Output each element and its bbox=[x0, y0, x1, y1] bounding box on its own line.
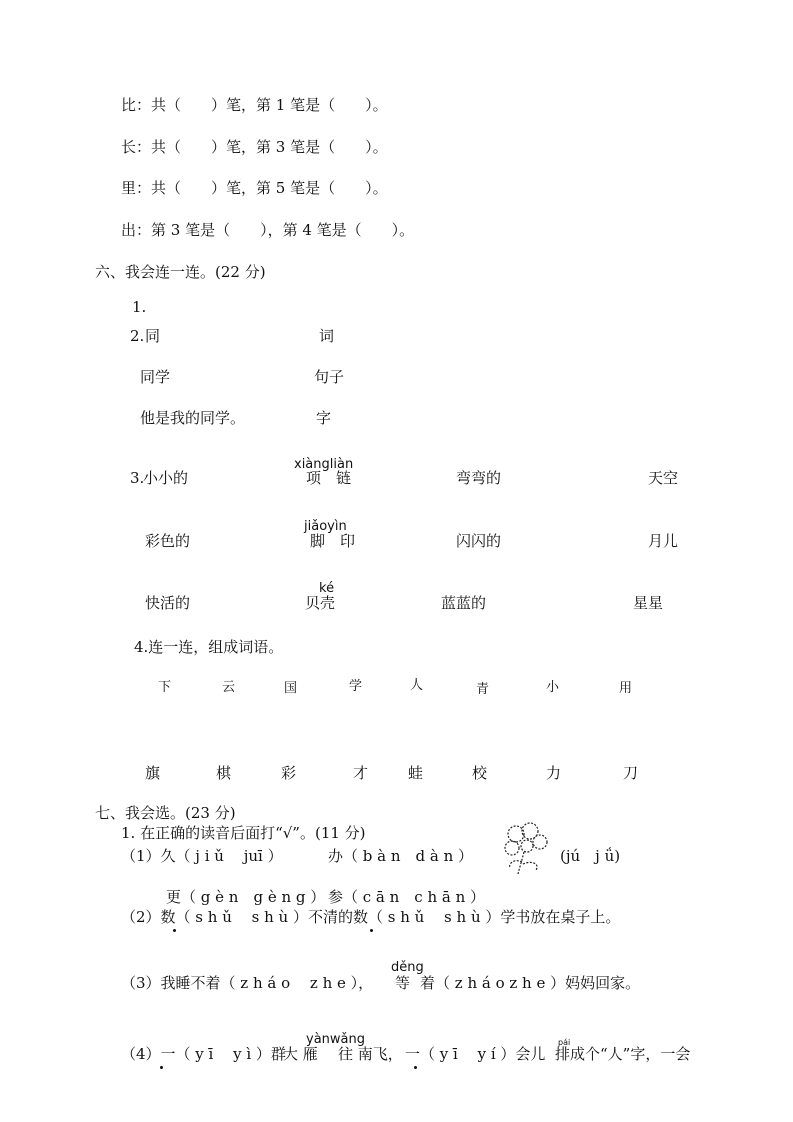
q4-top-char: 用 bbox=[619, 681, 633, 696]
reading-line1-a: （1）久（ j i ǔ juī ） bbox=[121, 847, 283, 865]
q3-col2-pinyin: ké bbox=[319, 581, 335, 596]
q3-col2-item: 脚 印 bbox=[310, 532, 356, 550]
q1-label: 1. bbox=[132, 298, 147, 316]
stroke-question-li: 里：共（ ）笔，第 5 笔是（ ）。 bbox=[121, 179, 388, 197]
q3-label: 3. bbox=[130, 469, 145, 487]
reading-line5-pinyin-small: pái bbox=[558, 1038, 571, 1047]
reading-line5-c: 往 南飞， bbox=[338, 1045, 403, 1063]
reading-line4-c: 着（ z h á o z h e ）妈妈回家。 bbox=[420, 974, 641, 992]
emphasis-dot bbox=[160, 1066, 163, 1069]
stroke-question-chang: 长：共（ ）笔，第 3 笔是（ ）。 bbox=[121, 138, 388, 156]
reading-line5-b: 大 雁 bbox=[283, 1045, 318, 1063]
q3-col1-item: 小小的 bbox=[143, 469, 189, 487]
q3-col4-item: 星星 bbox=[633, 594, 664, 612]
reading-line5-e: 排 bbox=[555, 1045, 571, 1063]
q4-bottom-char: 力 bbox=[546, 764, 562, 782]
q4-bottom-char: 旗 bbox=[145, 764, 161, 782]
q2-right-item: 句子 bbox=[314, 368, 345, 386]
stroke-question-chu: 出：第 3 笔是（ ），第 4 笔是（ ）。 bbox=[121, 221, 415, 239]
q4-bottom-char: 刀 bbox=[623, 764, 639, 782]
reading-line5-f: 成个“人”字，一会 bbox=[570, 1045, 691, 1063]
q2-label: 2. bbox=[130, 327, 145, 345]
q3-col2-item: 贝壳 bbox=[305, 594, 336, 612]
q4-top-char: 人 bbox=[410, 678, 424, 693]
reading-line5-a: （4）一（ y ī y ì ）群 bbox=[121, 1045, 286, 1063]
q4-top-char: 青 bbox=[476, 682, 490, 697]
q3-col2-pinyin: xiàngliàn bbox=[294, 457, 354, 472]
stroke-question-bi: 比：共（ ）笔，第 1 笔是（ ）。 bbox=[121, 96, 388, 114]
q3-col4-item: 月儿 bbox=[648, 532, 679, 550]
reading-line1-b: 办（ b à n d à n ） bbox=[328, 847, 474, 865]
emphasis-dot bbox=[370, 929, 373, 932]
q3-col2-pinyin: jiǎoyìn bbox=[304, 519, 347, 534]
reading-line3: （2）数（ s h ǔ s h ù ）不清的数（ s h ǔ s h ù ）学书放在桌子上。 bbox=[121, 908, 621, 926]
section7-heading: 七、我会选。(23 分) bbox=[95, 804, 236, 822]
q4-top-char: 云 bbox=[222, 680, 236, 695]
q3-col2-item: 项 链 bbox=[306, 469, 352, 487]
q4-bottom-char: 彩 bbox=[281, 764, 297, 782]
reading-line1-c: (jú j ǘ) bbox=[560, 847, 621, 865]
q4-top-char: 小 bbox=[546, 680, 560, 695]
q4-title: 4.连一连，组成词语。 bbox=[134, 638, 284, 656]
reading-line5-d: 一（ y ī y í ）会儿 bbox=[405, 1045, 546, 1063]
q3-col3-item: 闪闪的 bbox=[456, 532, 502, 550]
q3-col3-item: 蓝蓝的 bbox=[441, 594, 487, 612]
q4-top-char: 国 bbox=[284, 681, 298, 696]
q4-top-char: 下 bbox=[158, 680, 172, 695]
q2-left-item: 同学 bbox=[140, 368, 171, 386]
q3-col1-item: 彩色的 bbox=[145, 532, 191, 550]
emphasis-dot bbox=[173, 929, 176, 932]
reading-line2-a: 更（ g è n g è n g ） bbox=[166, 888, 326, 906]
section6-heading: 六、我会连一连。(22 分) bbox=[95, 263, 266, 281]
reading-line4-a: （3）我睡不着（ z h á o z h e ）， bbox=[121, 974, 374, 992]
q4-top-char: 学 bbox=[349, 679, 363, 694]
q3-col4-item: 天空 bbox=[648, 469, 679, 487]
reading-line4-pinyin: děng bbox=[391, 960, 424, 975]
q4-bottom-char: 蛙 bbox=[408, 764, 424, 782]
emphasis-dot bbox=[414, 1066, 417, 1069]
q2-left-item: 他是我的同学。 bbox=[140, 409, 246, 427]
reading-line2-b: 参（ c ā n c h ā n ） bbox=[328, 888, 486, 906]
flower-illustration-icon bbox=[500, 820, 552, 876]
reading-line4-b: 等 bbox=[395, 974, 411, 992]
q2-left-item: 同 bbox=[145, 327, 161, 345]
q2-right-item: 词 bbox=[319, 327, 335, 345]
q3-col1-item: 快活的 bbox=[145, 594, 191, 612]
q3-col3-item: 弯弯的 bbox=[456, 469, 502, 487]
section7-q1-title: 1. 在正确的读音后面打“√”。(11 分) bbox=[121, 824, 366, 842]
q4-bottom-char: 棋 bbox=[216, 764, 232, 782]
reading-line5-pinyin: yànwǎng bbox=[306, 1032, 365, 1047]
q4-bottom-char: 才 bbox=[353, 764, 369, 782]
q2-right-item: 字 bbox=[316, 409, 332, 427]
q4-bottom-char: 校 bbox=[472, 764, 488, 782]
